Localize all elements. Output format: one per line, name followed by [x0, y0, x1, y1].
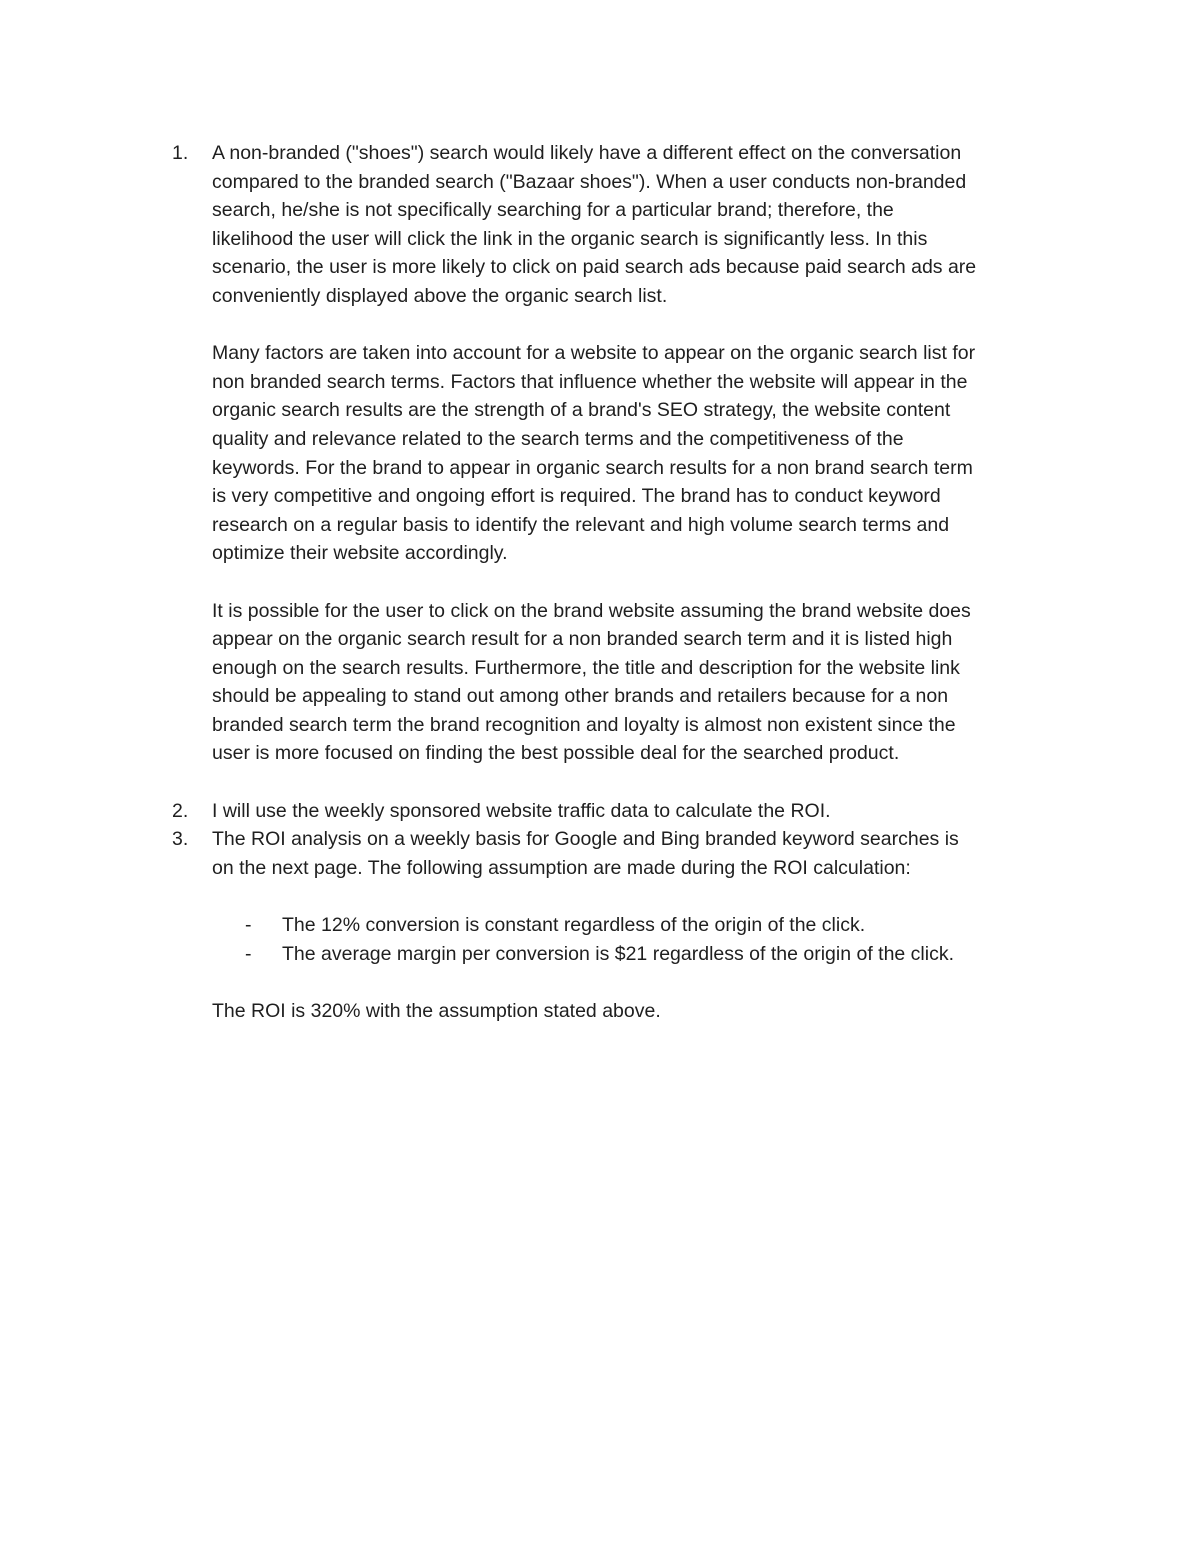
- assumption-item: [245, 940, 1072, 969]
- bullet-dash: -: [245, 942, 252, 965]
- paragraph-traffic-data: I will use the weekly sponsored website traffic data to calculate the ROI.: [212, 799, 831, 822]
- list-item-3: [172, 825, 1072, 1025]
- paragraph-click-possibility: It is possible for the user to click on the brand website assuming the brand website does appear on the organic search result for a non branded search term and it is listed high enough on the search results. Furthermore, the title and description for the website link should be appealing to stand out among other brands and retailers because for a non branded search term the brand recognition and loyalty is almost non existent since the user is more focused on finding the best possible deal for the searched product.: [212, 599, 971, 765]
- paragraph-organic-factors: Many factors are taken into account for a website to appear on the organic search list for non branded search terms. Factors that influence whether the website will appear in the organic search results are the strength of a brand's SEO strategy, the website content quality and relevance related to the search terms and the competitiveness of the keywords. For the brand to appear in organic search results for a non brand search term is very competitive and ongoing effort is required. The brand has to conduct keyword research on a regular basis to identify the relevant and high volume search terms and optimize their website accordingly.: [212, 342, 976, 565]
- paragraph-roi-analysis: The ROI analysis on a weekly basis for Google and Bing branded keyword searches is on the next page. The following assumption are made during the ROI calculation:: [212, 828, 959, 879]
- assumption-item: [245, 911, 1072, 940]
- bullet-dash: -: [245, 914, 252, 937]
- document-body: [172, 139, 1072, 1025]
- paragraph-branded-vs-nonbranded: A non-branded ("shoes") search would likely have a different effect on the conversation compared to the branded search ("Bazaar shoes"). When a user conducts non-branded search, he/she is not specifically searching for a particular brand; therefore, the likelihood the user will click the link in the organic search is significantly less. In this scenario, the user is more likely to click on paid search ads because paid search ads are conveniently displayed above the organic search list.: [212, 142, 977, 307]
- assumption-list: [212, 911, 1072, 968]
- assumption-text: The average margin per conversion is $21 regardless of the origin of the click.: [282, 942, 955, 965]
- paragraph-gap: [212, 882, 1072, 911]
- list-number: 1.: [172, 142, 189, 164]
- paragraph-gap: [172, 768, 1072, 797]
- list-number: 2.: [172, 799, 189, 822]
- list-item-1: [172, 139, 1072, 768]
- paragraph-roi-conclusion: The ROI is 320% with the assumption stated above.: [212, 999, 661, 1022]
- paragraph-gap: [212, 568, 1072, 597]
- paragraph-gap: [212, 311, 1072, 340]
- paragraph-gap: [212, 968, 1072, 997]
- assumption-text: The 12% conversion is constant regardless of the origin of the click.: [282, 914, 866, 937]
- list-item-2: [172, 797, 1072, 826]
- list-number: 3.: [172, 828, 189, 851]
